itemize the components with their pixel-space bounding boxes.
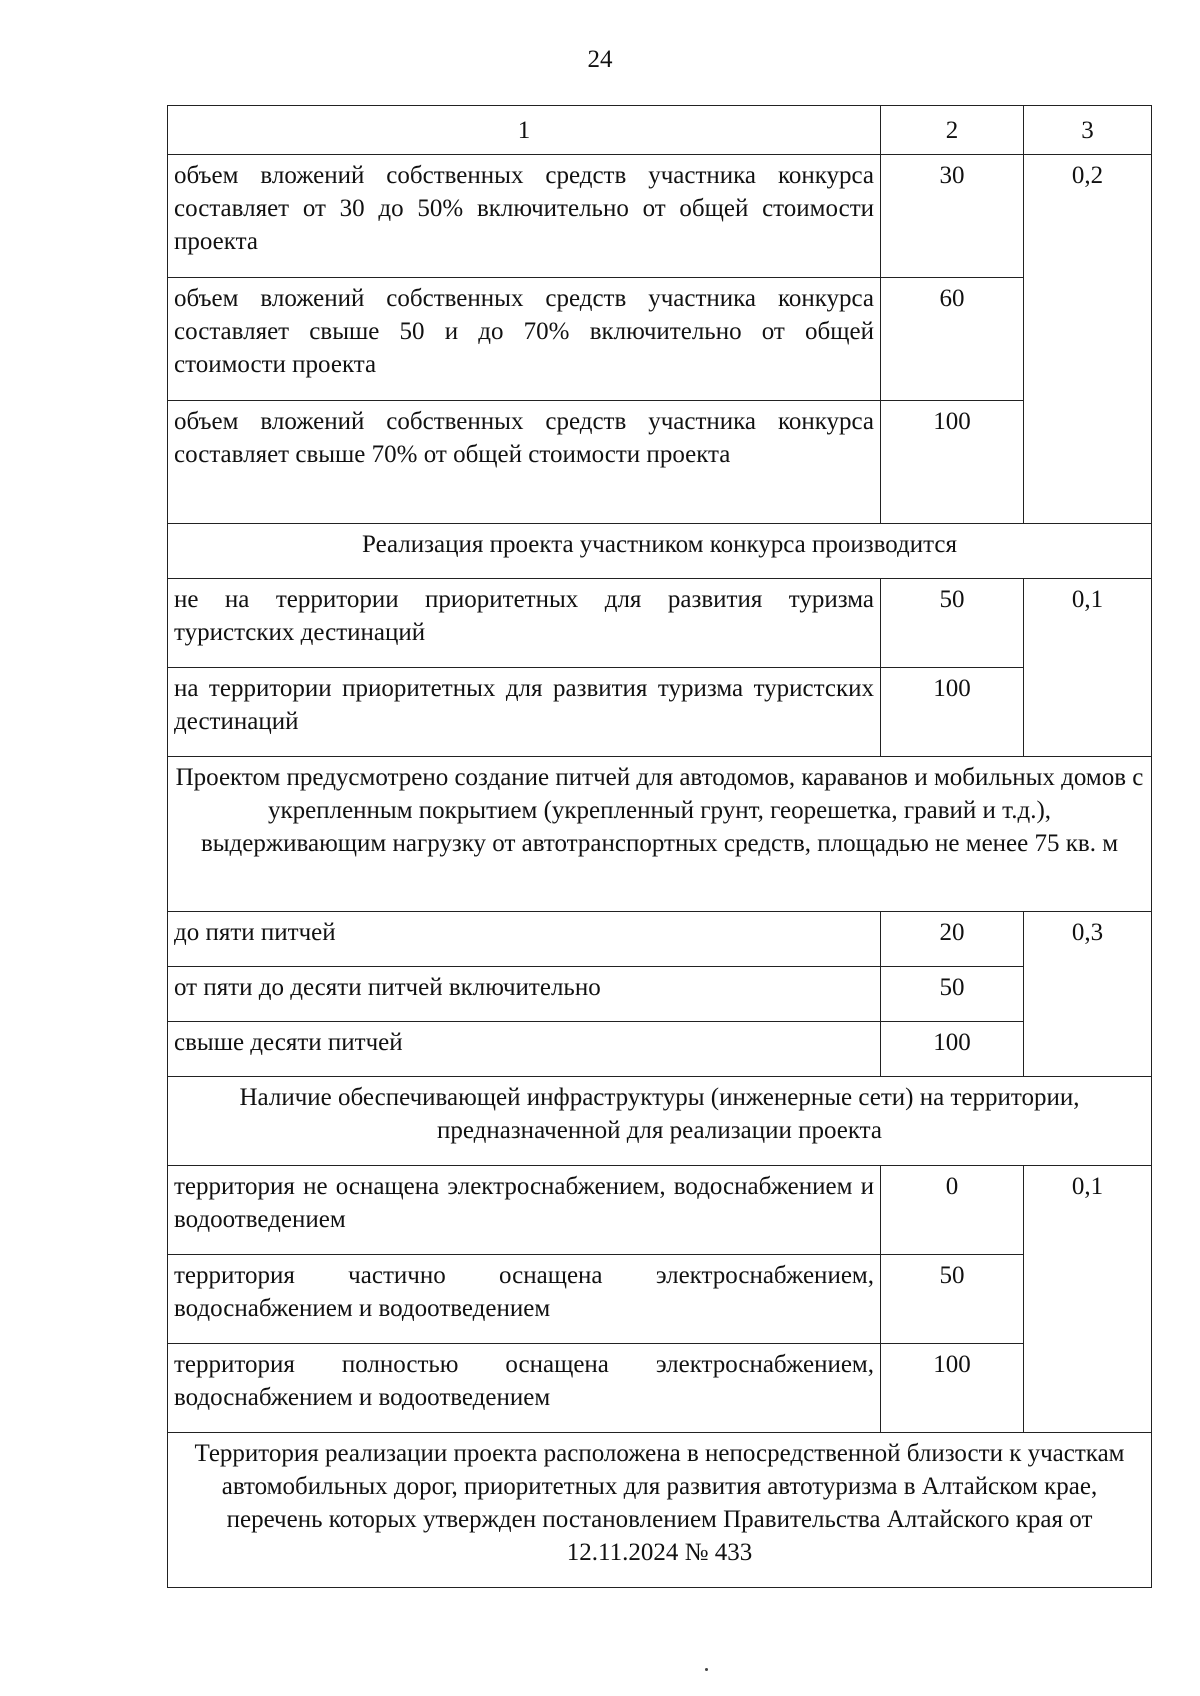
section-title: Наличие обеспечивающей инфраструктуры (инженерные сети) на территории, предназначенной для реализации проекта xyxy=(168,1077,1152,1166)
criterion-text: объем вложений собственных средств участника конкурса составляет свыше 70% от общей стоимости проекта xyxy=(168,401,881,524)
criterion-score: 30 xyxy=(881,155,1024,278)
criterion-text: территория не оснащена электроснабжением, водоснабжением и водоотведением xyxy=(168,1166,881,1255)
table-row xyxy=(168,579,1152,668)
table-row xyxy=(168,668,1152,757)
criterion-text: объем вложений собственных средств участника конкурса составляет свыше 50 и до 70% включительно от общей стоимости проекта xyxy=(168,278,881,401)
criterion-score: 100 xyxy=(881,401,1024,524)
section-title: Реализация проекта участником конкурса производится xyxy=(168,524,1152,579)
criterion-score: 0 xyxy=(881,1166,1024,1255)
criterion-weight: 0,2 xyxy=(1024,155,1152,524)
criterion-text: на территории приоритетных для развития туризма туристских дестинаций xyxy=(168,668,881,757)
criteria-table xyxy=(167,105,1152,1588)
table-row xyxy=(168,1255,1152,1344)
criterion-text: территория частично оснащена электроснабжением, водоснабжением и водоотведением xyxy=(168,1255,881,1344)
page-number: 24 xyxy=(587,46,613,73)
section-title: Проектом предусмотрено создание питчей для автодомов, караванов и мобильных домов с укрепленным покрытием (укрепленный грунт, георешетка, гравий и т.д.), выдерживающим нагрузку от автотранспортных средств, площадью не менее 75 кв. м xyxy=(168,757,1152,912)
section-title-row xyxy=(168,524,1152,579)
table-row xyxy=(168,1022,1152,1077)
section-title: Территория реализации проекта расположена в непосредственной близости к участкам автомобильных дорог, приоритетных для развития автотуризма в Алтайском крае, перечень которых утвержден постановлением Правительства Алтайского края от 12.11.2024 № 433 xyxy=(168,1433,1152,1588)
criterion-score: 100 xyxy=(881,1022,1024,1077)
criterion-text: от пяти до десяти питчей включительно xyxy=(168,967,881,1022)
criterion-text: объем вложений собственных средств участника конкурса составляет от 30 до 50% включительно от общей стоимости проекта xyxy=(168,155,881,278)
criterion-score: 50 xyxy=(881,1255,1024,1344)
criterion-text: свыше десяти питчей xyxy=(168,1022,881,1077)
criterion-text: территория полностью оснащена электроснабжением, водоснабжением и водоотведением xyxy=(168,1344,881,1433)
table-row xyxy=(168,1166,1152,1255)
criterion-text: не на территории приоритетных для развития туризма туристских дестинаций xyxy=(168,579,881,668)
section-title-row xyxy=(168,1077,1152,1166)
criterion-weight: 0,1 xyxy=(1024,1166,1152,1433)
column-header-1: 1 xyxy=(168,106,881,155)
criterion-text: до пяти питчей xyxy=(168,912,881,967)
scan-speck xyxy=(705,1668,708,1671)
column-header-2: 2 xyxy=(881,106,1024,155)
table-header-row xyxy=(168,106,1152,155)
criterion-score: 50 xyxy=(881,579,1024,668)
column-header-3: 3 xyxy=(1024,106,1152,155)
table-row xyxy=(168,155,1152,278)
criterion-score: 100 xyxy=(881,668,1024,757)
table-row xyxy=(168,967,1152,1022)
criterion-score: 60 xyxy=(881,278,1024,401)
criterion-weight: 0,1 xyxy=(1024,579,1152,757)
table-row xyxy=(168,912,1152,967)
section-title-row xyxy=(168,757,1152,912)
criterion-weight: 0,3 xyxy=(1024,912,1152,1077)
table-row xyxy=(168,278,1152,401)
table-row xyxy=(168,1344,1152,1433)
criterion-score: 20 xyxy=(881,912,1024,967)
criterion-score: 50 xyxy=(881,967,1024,1022)
section-title-row xyxy=(168,1433,1152,1588)
criterion-score: 100 xyxy=(881,1344,1024,1433)
table-row xyxy=(168,401,1152,524)
